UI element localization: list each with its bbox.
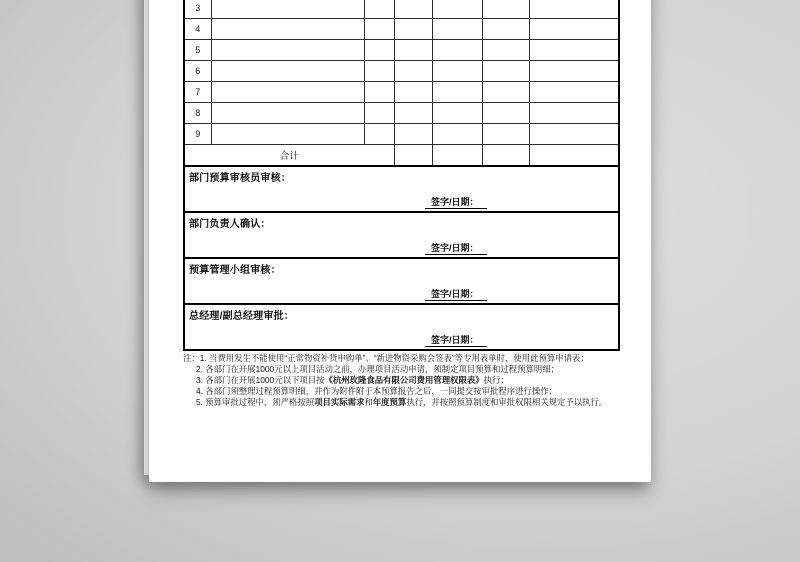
row-number-cell: 7 (184, 82, 211, 103)
empty-cell (529, 124, 619, 145)
empty-cell (364, 0, 394, 19)
note-line (183, 386, 628, 397)
table-row (184, 0, 619, 19)
empty-cell (432, 82, 482, 103)
document-page (149, 0, 651, 482)
table-row (184, 40, 619, 61)
empty-cell (482, 19, 529, 40)
empty-cell (529, 19, 619, 40)
row-number-cell: 5 (184, 40, 211, 61)
empty-cell (364, 103, 394, 124)
empty-cell (364, 40, 394, 61)
signature-date-label: 签字/日期： (425, 195, 487, 209)
empty-cell (211, 0, 364, 19)
table-row (184, 61, 619, 82)
empty-cell (432, 103, 482, 124)
empty-cell (432, 61, 482, 82)
empty-cell (394, 103, 432, 124)
approval-section-cell (184, 304, 619, 350)
approval-section-cell (184, 258, 619, 304)
note-line (183, 353, 628, 364)
empty-cell (394, 145, 432, 167)
row-number-cell: 3 (184, 0, 211, 19)
note-text: 执行； (483, 375, 509, 385)
empty-cell (482, 124, 529, 145)
approval-section-row (184, 166, 619, 212)
empty-cell (364, 61, 394, 82)
empty-cell (364, 19, 394, 40)
empty-cell (482, 0, 529, 19)
budget-table-body (184, 0, 619, 350)
empty-cell (394, 19, 432, 40)
signature-date-label: 签字/日期： (425, 241, 487, 255)
signature-date-label: 签字/日期： (425, 287, 487, 301)
table-row (184, 82, 619, 103)
empty-cell (482, 82, 529, 103)
note-line (183, 364, 628, 375)
note-text: 项目实际需求 (314, 397, 365, 407)
approval-section-row (184, 304, 619, 350)
empty-cell (432, 19, 482, 40)
empty-cell (394, 82, 432, 103)
empty-cell (432, 40, 482, 61)
total-row (184, 145, 619, 167)
note-text: 5. 预算审批过程中，须严格按照 (196, 397, 315, 407)
empty-cell (529, 82, 619, 103)
empty-cell (529, 61, 619, 82)
empty-cell (211, 124, 364, 145)
note-text: 4. 各部门须整理过程预算明细，并作为附件附于本预算报告之后，一同提交按审批程序进行操作； (196, 386, 558, 396)
row-number-cell: 4 (184, 19, 211, 40)
budget-table (183, 0, 620, 351)
empty-cell (482, 145, 529, 167)
approval-section-label: 部门预算审核员审核： (189, 173, 291, 184)
empty-cell (211, 61, 364, 82)
empty-cell (482, 61, 529, 82)
note-line (183, 397, 628, 408)
approval-section-row (184, 212, 619, 258)
row-number-cell: 8 (184, 103, 211, 124)
notes-block (183, 353, 628, 408)
table-row (184, 124, 619, 145)
note-text: 《杭州玫隆食品有限公司费用管理权限表》 (324, 375, 484, 385)
approval-section-row (184, 258, 619, 304)
row-number-cell: 6 (184, 61, 211, 82)
approval-section-cell (184, 166, 619, 212)
approval-section-cell (184, 212, 619, 258)
note-text: 2. 各部门在开展1000元以上项目活动之前，办理项目活动申请，须制定项目预算和过程预算明细； (196, 364, 559, 374)
empty-cell (529, 103, 619, 124)
empty-cell (211, 103, 364, 124)
approval-section-label: 部门负责人确认： (189, 219, 271, 230)
note-text: 1. 当费用发生不能使用“正常物资补货申购单”、“新进物资采购会签表”等专用表单时，使用此预算申请表； (199, 353, 589, 363)
empty-cell (211, 82, 364, 103)
notes-prefix: 注： (183, 353, 200, 363)
empty-cell (482, 103, 529, 124)
empty-cell (529, 0, 619, 19)
empty-cell (529, 40, 619, 61)
table-row (184, 103, 619, 124)
approval-section-label: 总经理/副总经理审批： (189, 311, 294, 322)
approval-section-label: 预算管理小组审核： (189, 265, 281, 276)
note-text: 和 (364, 397, 373, 407)
note-text: 3. 各部门在开展1000元以下项目按 (196, 375, 325, 385)
note-text: 年度预算 (372, 397, 407, 407)
empty-cell (529, 145, 619, 167)
empty-cell (394, 61, 432, 82)
total-label-cell: 合计 (184, 145, 394, 167)
signature-date-label: 签字/日期： (425, 333, 487, 347)
empty-cell (364, 124, 394, 145)
empty-cell (482, 40, 529, 61)
table-row (184, 19, 619, 40)
empty-cell (211, 19, 364, 40)
empty-cell (394, 124, 432, 145)
empty-cell (394, 40, 432, 61)
note-text: 执行，并按照预算制度和审批权限相关规定予以执行。 (406, 397, 608, 407)
empty-cell (394, 0, 432, 19)
empty-cell (432, 145, 482, 167)
note-line (183, 375, 628, 386)
empty-cell (432, 124, 482, 145)
empty-cell (364, 82, 394, 103)
row-number-cell: 9 (184, 124, 211, 145)
empty-cell (432, 0, 482, 19)
empty-cell (211, 40, 364, 61)
